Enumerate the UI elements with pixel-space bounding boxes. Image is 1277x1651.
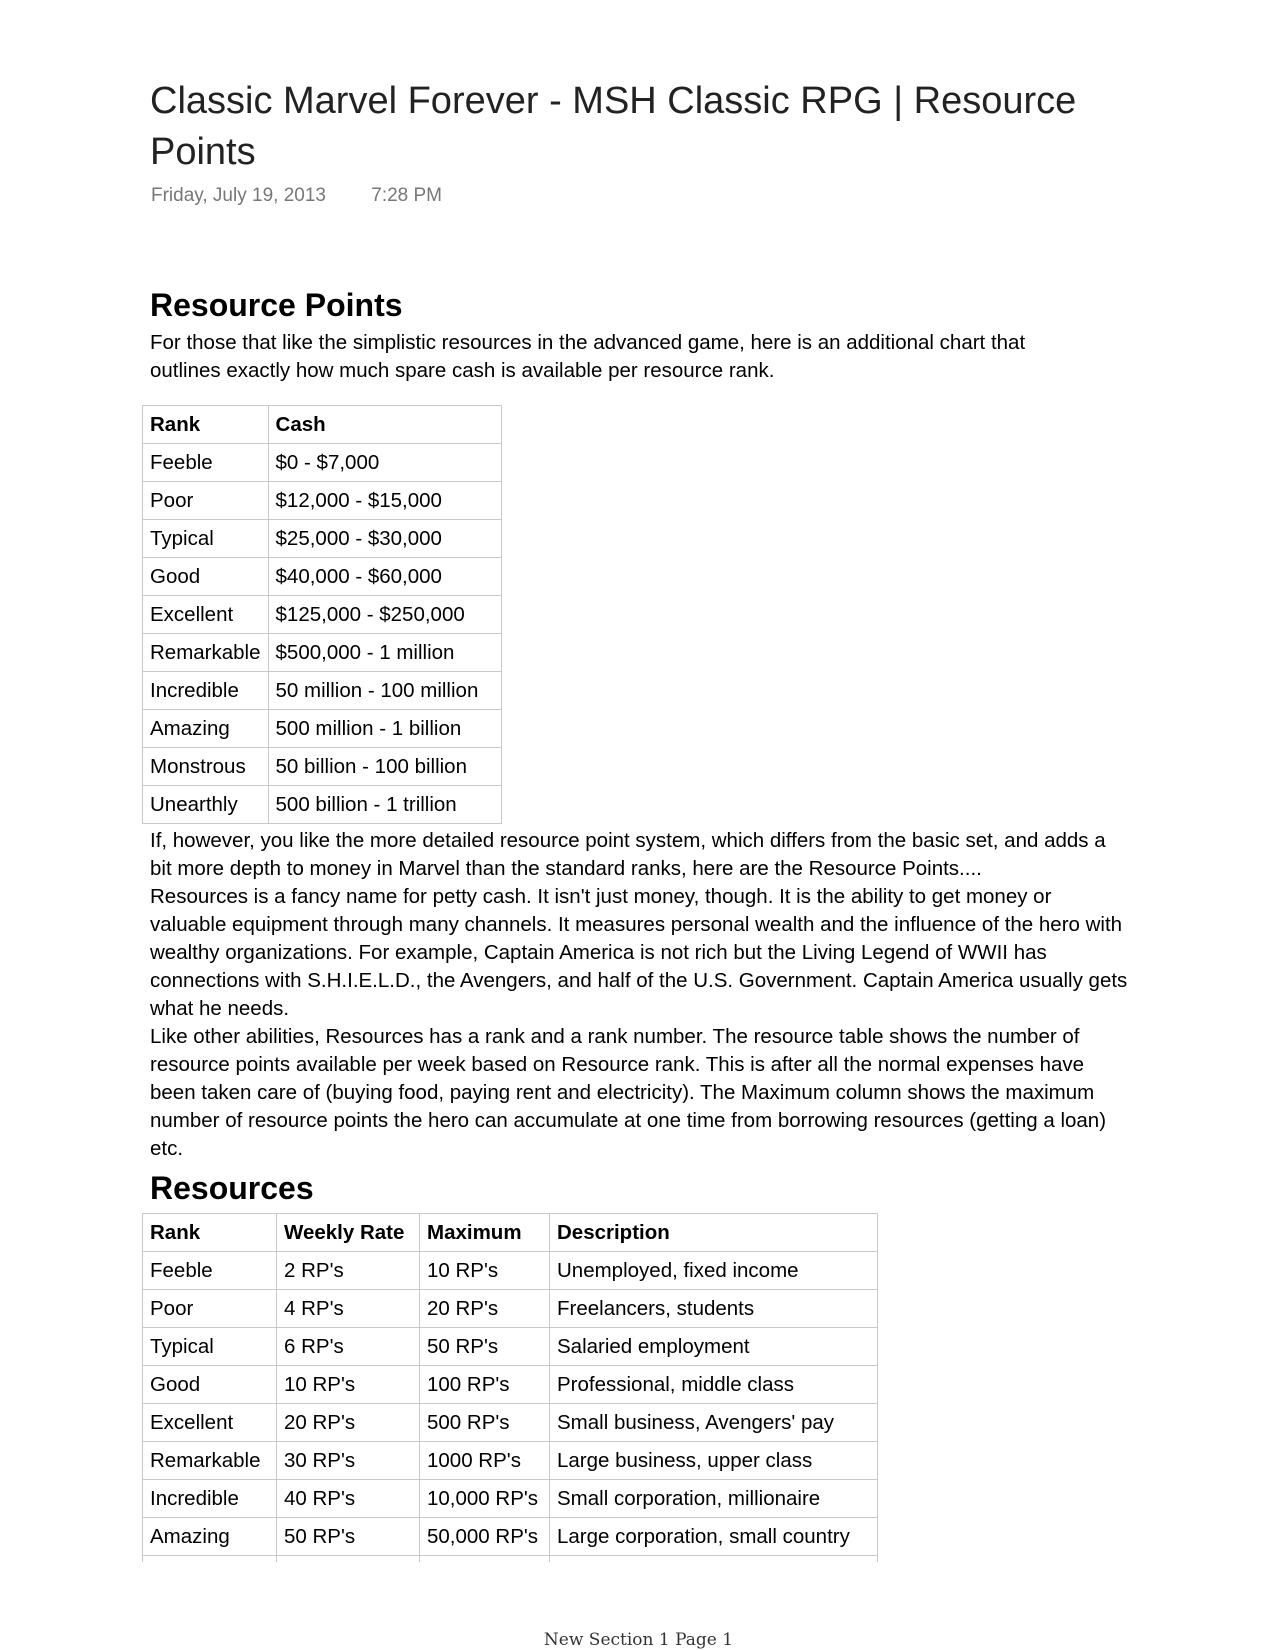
table-row: [143, 710, 502, 748]
table-cell: 4 RP's: [277, 1290, 420, 1328]
table-cell: Incredible: [143, 672, 269, 710]
table-cell: Unemployed, fixed income: [550, 1252, 878, 1290]
table-row: [143, 748, 502, 786]
table-row: [143, 1404, 878, 1442]
table-row: [143, 520, 502, 558]
column-header: Rank: [143, 406, 269, 444]
table-header-row: [143, 1214, 878, 1252]
resources-table: [142, 1213, 878, 1562]
table-cell: $125,000 - $250,000: [268, 596, 501, 634]
table-cell: Freelancers, students: [550, 1290, 878, 1328]
table-cell: Remarkable: [143, 634, 269, 672]
page-meta: [151, 185, 442, 207]
table-cell: Amazing: [143, 1518, 277, 1556]
table-cell: Typical: [143, 520, 269, 558]
table-cell: Good: [143, 558, 269, 596]
table-row: [143, 596, 502, 634]
table-cell: 30 RP's: [277, 1442, 420, 1480]
page-footer: New Section 1 Page 1: [543, 1630, 734, 1650]
table-cell: Feeble: [143, 444, 269, 482]
column-header: Weekly Rate: [277, 1214, 420, 1252]
table-cell: Remarkable: [143, 1442, 277, 1480]
table-cell: 50 billion - 100 billion: [268, 748, 501, 786]
table-cell: 50 RP's: [420, 1328, 550, 1366]
table-row-cut-off: [143, 1556, 878, 1563]
table-row: [143, 558, 502, 596]
column-header: Rank: [143, 1214, 277, 1252]
table-cell: 2 RP's: [277, 1252, 420, 1290]
table-row: [143, 1366, 878, 1404]
table-cell: $500,000 - 1 million: [268, 634, 501, 672]
table-row: [143, 444, 502, 482]
intro-paragraph: For those that like the simplistic resources in the advanced game, here is an additional chart that outlines exactly how much spare cash is available per resource rank.: [150, 331, 1026, 382]
table-cell: 50 RP's: [277, 1518, 420, 1556]
table-cell: 50 million - 100 million: [268, 672, 501, 710]
table-cell: 10,000 RP's: [420, 1480, 550, 1518]
table-row: [143, 1480, 878, 1518]
table-cell: 500 million - 1 billion: [268, 710, 501, 748]
table-cell: 50,000 RP's: [420, 1518, 550, 1556]
table-cell: Poor: [143, 1290, 277, 1328]
table-cell: Small business, Avengers' pay: [550, 1404, 878, 1442]
page-time: 7:28 PM: [371, 185, 443, 206]
table-cell: Poor: [143, 482, 269, 520]
body-paragraph: Resources is a fancy name for petty cash. It isn't just money, though. It is the ability to get money or valuable equipment through many channels. It measures personal wealth and the influence of the hero with wealthy organizations. For example, Captain America is not rich but the Living Legend of WWII has connections with S.H.I.E.L.D., the Avengers, and half of the U.S. Government. Captain America usually gets what he needs.: [150, 885, 1128, 1020]
table-cell: $25,000 - $30,000: [268, 520, 501, 558]
table-cell: [143, 1556, 277, 1563]
table-cell: 10 RP's: [277, 1366, 420, 1404]
table-cell: 100 RP's: [420, 1366, 550, 1404]
table-cell: Excellent: [143, 596, 269, 634]
table-cell: Monstrous: [143, 748, 269, 786]
table-row: [143, 1518, 878, 1556]
table-cell: Large business, upper class: [550, 1442, 878, 1480]
table-cell: 1000 RP's: [420, 1442, 550, 1480]
table-cell: Professional, middle class: [550, 1366, 878, 1404]
column-header: Description: [550, 1214, 878, 1252]
table-row: [143, 1290, 878, 1328]
table-row: [143, 634, 502, 672]
column-header: Maximum: [420, 1214, 550, 1252]
table-cell: Incredible: [143, 1480, 277, 1518]
table-cell: 500 billion - 1 trillion: [268, 786, 501, 824]
body-paragraph: If, however, you like the more detailed resource point system, which differs from the basic set, and adds a bit more depth to money in Marvel than the standard ranks, here are the Resource Points....: [150, 829, 1106, 880]
table-cell: [550, 1556, 878, 1563]
table-cell: 500 RP's: [420, 1404, 550, 1442]
table-row: [143, 1252, 878, 1290]
table-cell: Typical: [143, 1328, 277, 1366]
table-cell: Small corporation, millionaire: [550, 1480, 878, 1518]
table-cell: $0 - $7,000: [268, 444, 501, 482]
table-cell: $12,000 - $15,000: [268, 482, 501, 520]
table-cell: Salaried employment: [550, 1328, 878, 1366]
table-cell: Large corporation, small country: [550, 1518, 878, 1556]
section-heading-resources: Resources: [150, 1170, 314, 1206]
table-cell: $40,000 - $60,000: [268, 558, 501, 596]
table-cell: 10 RP's: [420, 1252, 550, 1290]
table-row: [143, 786, 502, 824]
table-row: [143, 482, 502, 520]
table-cell: [420, 1556, 550, 1563]
table-cell: 40 RP's: [277, 1480, 420, 1518]
table-row: [143, 1442, 878, 1480]
body-text: [150, 827, 1130, 1163]
table-cell: 20 RP's: [277, 1404, 420, 1442]
table-cell: [277, 1556, 420, 1563]
table-row: [143, 1328, 878, 1366]
table-cell: Excellent: [143, 1404, 277, 1442]
table-header-row: [143, 406, 502, 444]
page-title: Classic Marvel Forever - MSH Classic RPG | Resource Points: [150, 80, 1077, 173]
table-cell: Amazing: [143, 710, 269, 748]
page-date: Friday, July 19, 2013: [151, 185, 326, 206]
table-cell: Feeble: [143, 1252, 277, 1290]
table-cell: 6 RP's: [277, 1328, 420, 1366]
table-cell: Unearthly: [143, 786, 269, 824]
column-header: Cash: [268, 406, 501, 444]
cash-table: [142, 405, 502, 824]
table-row: [143, 672, 502, 710]
body-paragraph: Like other abilities, Resources has a rank and a rank number. The resource table shows the number of resource points available per week based on Resource rank. This is after all the normal expenses have been taken care of (buying food, paying rent and electricity). The Maximum column shows the maximum number of resource points the hero can accumulate at one time from borrowing resources (getting a loan) etc.: [150, 1025, 1107, 1160]
section-heading-resource-points: Resource Points: [150, 287, 403, 323]
table-cell: Good: [143, 1366, 277, 1404]
table-cell: 20 RP's: [420, 1290, 550, 1328]
